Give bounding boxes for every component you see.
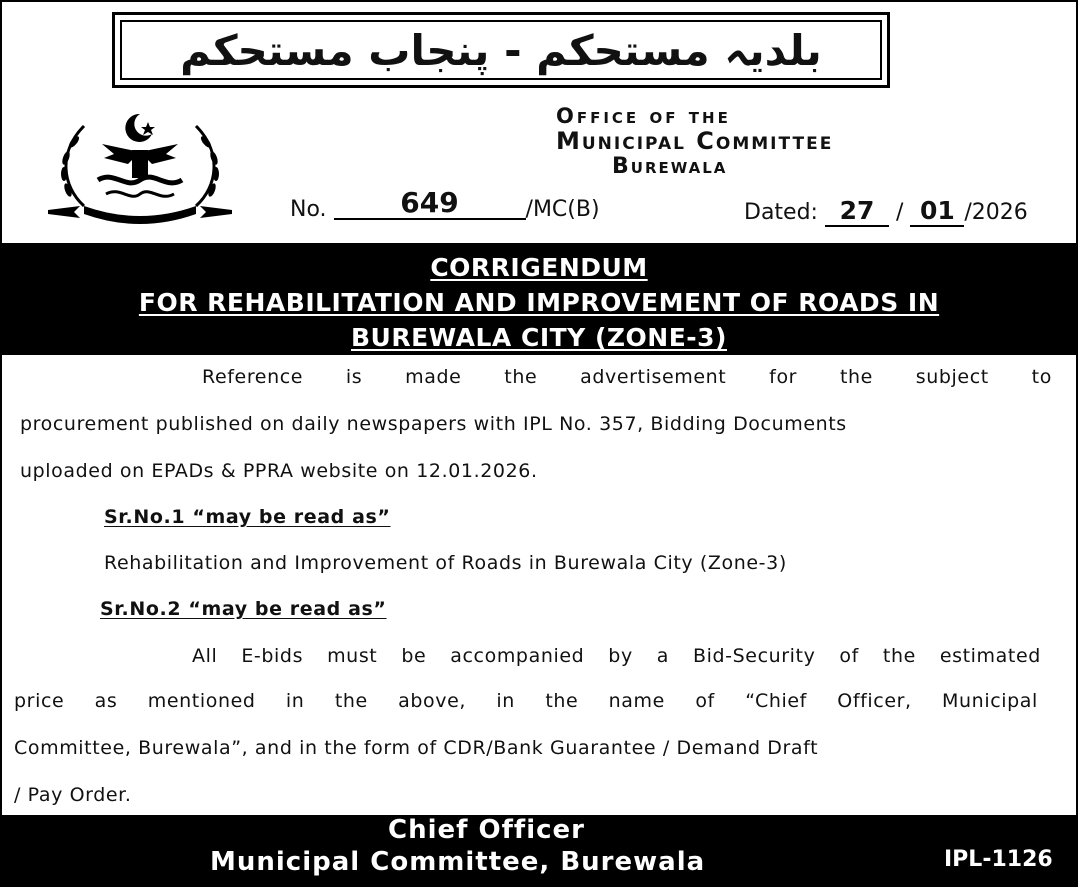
word: the [545, 690, 579, 712]
word: Reference [202, 366, 304, 388]
sr1-text: Rehabilitation and Improvement of Roads in Burewala City (Zone-3) [104, 552, 787, 574]
heading-line-1: CORRIGENDUM [430, 253, 648, 282]
word: by [608, 645, 633, 667]
date-day: 27 [825, 196, 889, 227]
word: Municipal [942, 690, 1038, 712]
word: name [608, 690, 665, 712]
office-line-1: Office of the [556, 104, 731, 128]
office-line-2: Municipal Committee [556, 127, 834, 155]
no-label: No. [290, 197, 327, 222]
word: in [285, 690, 305, 712]
sr2-heading: Sr.No.2 “may be read as” [100, 598, 387, 620]
word: the [839, 366, 873, 388]
signatory-organization: Municipal Committee, Burewala [210, 847, 706, 877]
word: the [882, 645, 916, 667]
word: of [695, 690, 715, 712]
heading-line-2: FOR REHABILITATION AND IMPROVEMENT OF ROADS IN [138, 288, 940, 317]
word: “Chief [745, 690, 807, 712]
urdu-slogan: بلدیہ مستحکم - پنجاب مستحکم [180, 25, 822, 75]
word: made [405, 366, 462, 388]
word: mentioned [147, 690, 256, 712]
para1-line-2: procurement published on daily newspapers with IPL No. 357, Bidding Documents [20, 413, 847, 435]
word: subject [915, 366, 989, 388]
word: estimated [939, 645, 1041, 667]
reference-date: Dated: 27 / 01 /2026 [744, 196, 1028, 225]
word: the [504, 366, 538, 388]
word: Officer, [837, 690, 912, 712]
sr2-line-3: Committee, Burewala”, and in the form of CDR/Bank Guarantee / Demand Draft [14, 737, 819, 759]
word: price [14, 690, 65, 712]
word: All [192, 645, 218, 667]
word: as [94, 690, 118, 712]
word: be [401, 645, 427, 667]
sr2-line-4: / Pay Order. [14, 784, 132, 806]
para1-line-3: uploaded on EPADs & PPRA website on 12.01.2026. [20, 460, 538, 482]
reference-number [290, 186, 600, 224]
word: to [1031, 366, 1052, 388]
word: a [656, 645, 670, 667]
word: must [327, 645, 378, 667]
dated-label: Dated: [744, 200, 818, 225]
office-line-3: Burewala [612, 154, 728, 179]
sr2-line-2 [14, 690, 1038, 712]
word: advertisement [580, 366, 727, 388]
signatory-title: Chief Officer [388, 815, 586, 845]
word: the [334, 690, 368, 712]
date-year: /2026 [964, 200, 1028, 225]
slogan-box [112, 12, 890, 88]
heading-line-3: BUREWALA CITY (ZONE-3) [351, 323, 727, 352]
no-suffix: /MC(B) [525, 197, 600, 222]
ipl-code: IPL-1126 [944, 847, 1053, 872]
word: of [839, 645, 859, 667]
office-address [556, 104, 833, 179]
heading-band [0, 243, 1078, 355]
word: E-bids [241, 645, 304, 667]
date-month: 01 [910, 196, 964, 227]
word: accompanied [450, 645, 585, 667]
word: is [345, 366, 363, 388]
word: Bid-Security [692, 645, 816, 667]
word: for [769, 366, 798, 388]
word: in [496, 690, 515, 712]
government-crest-icon [44, 108, 236, 234]
word: above, [398, 690, 467, 712]
sr1-heading: Sr.No.1 “may be read as” [104, 506, 391, 528]
sr2-line-1 [192, 645, 1041, 667]
no-value: 649 [334, 188, 526, 220]
signature-band [0, 815, 1078, 887]
para1-line-1 [202, 366, 1052, 388]
